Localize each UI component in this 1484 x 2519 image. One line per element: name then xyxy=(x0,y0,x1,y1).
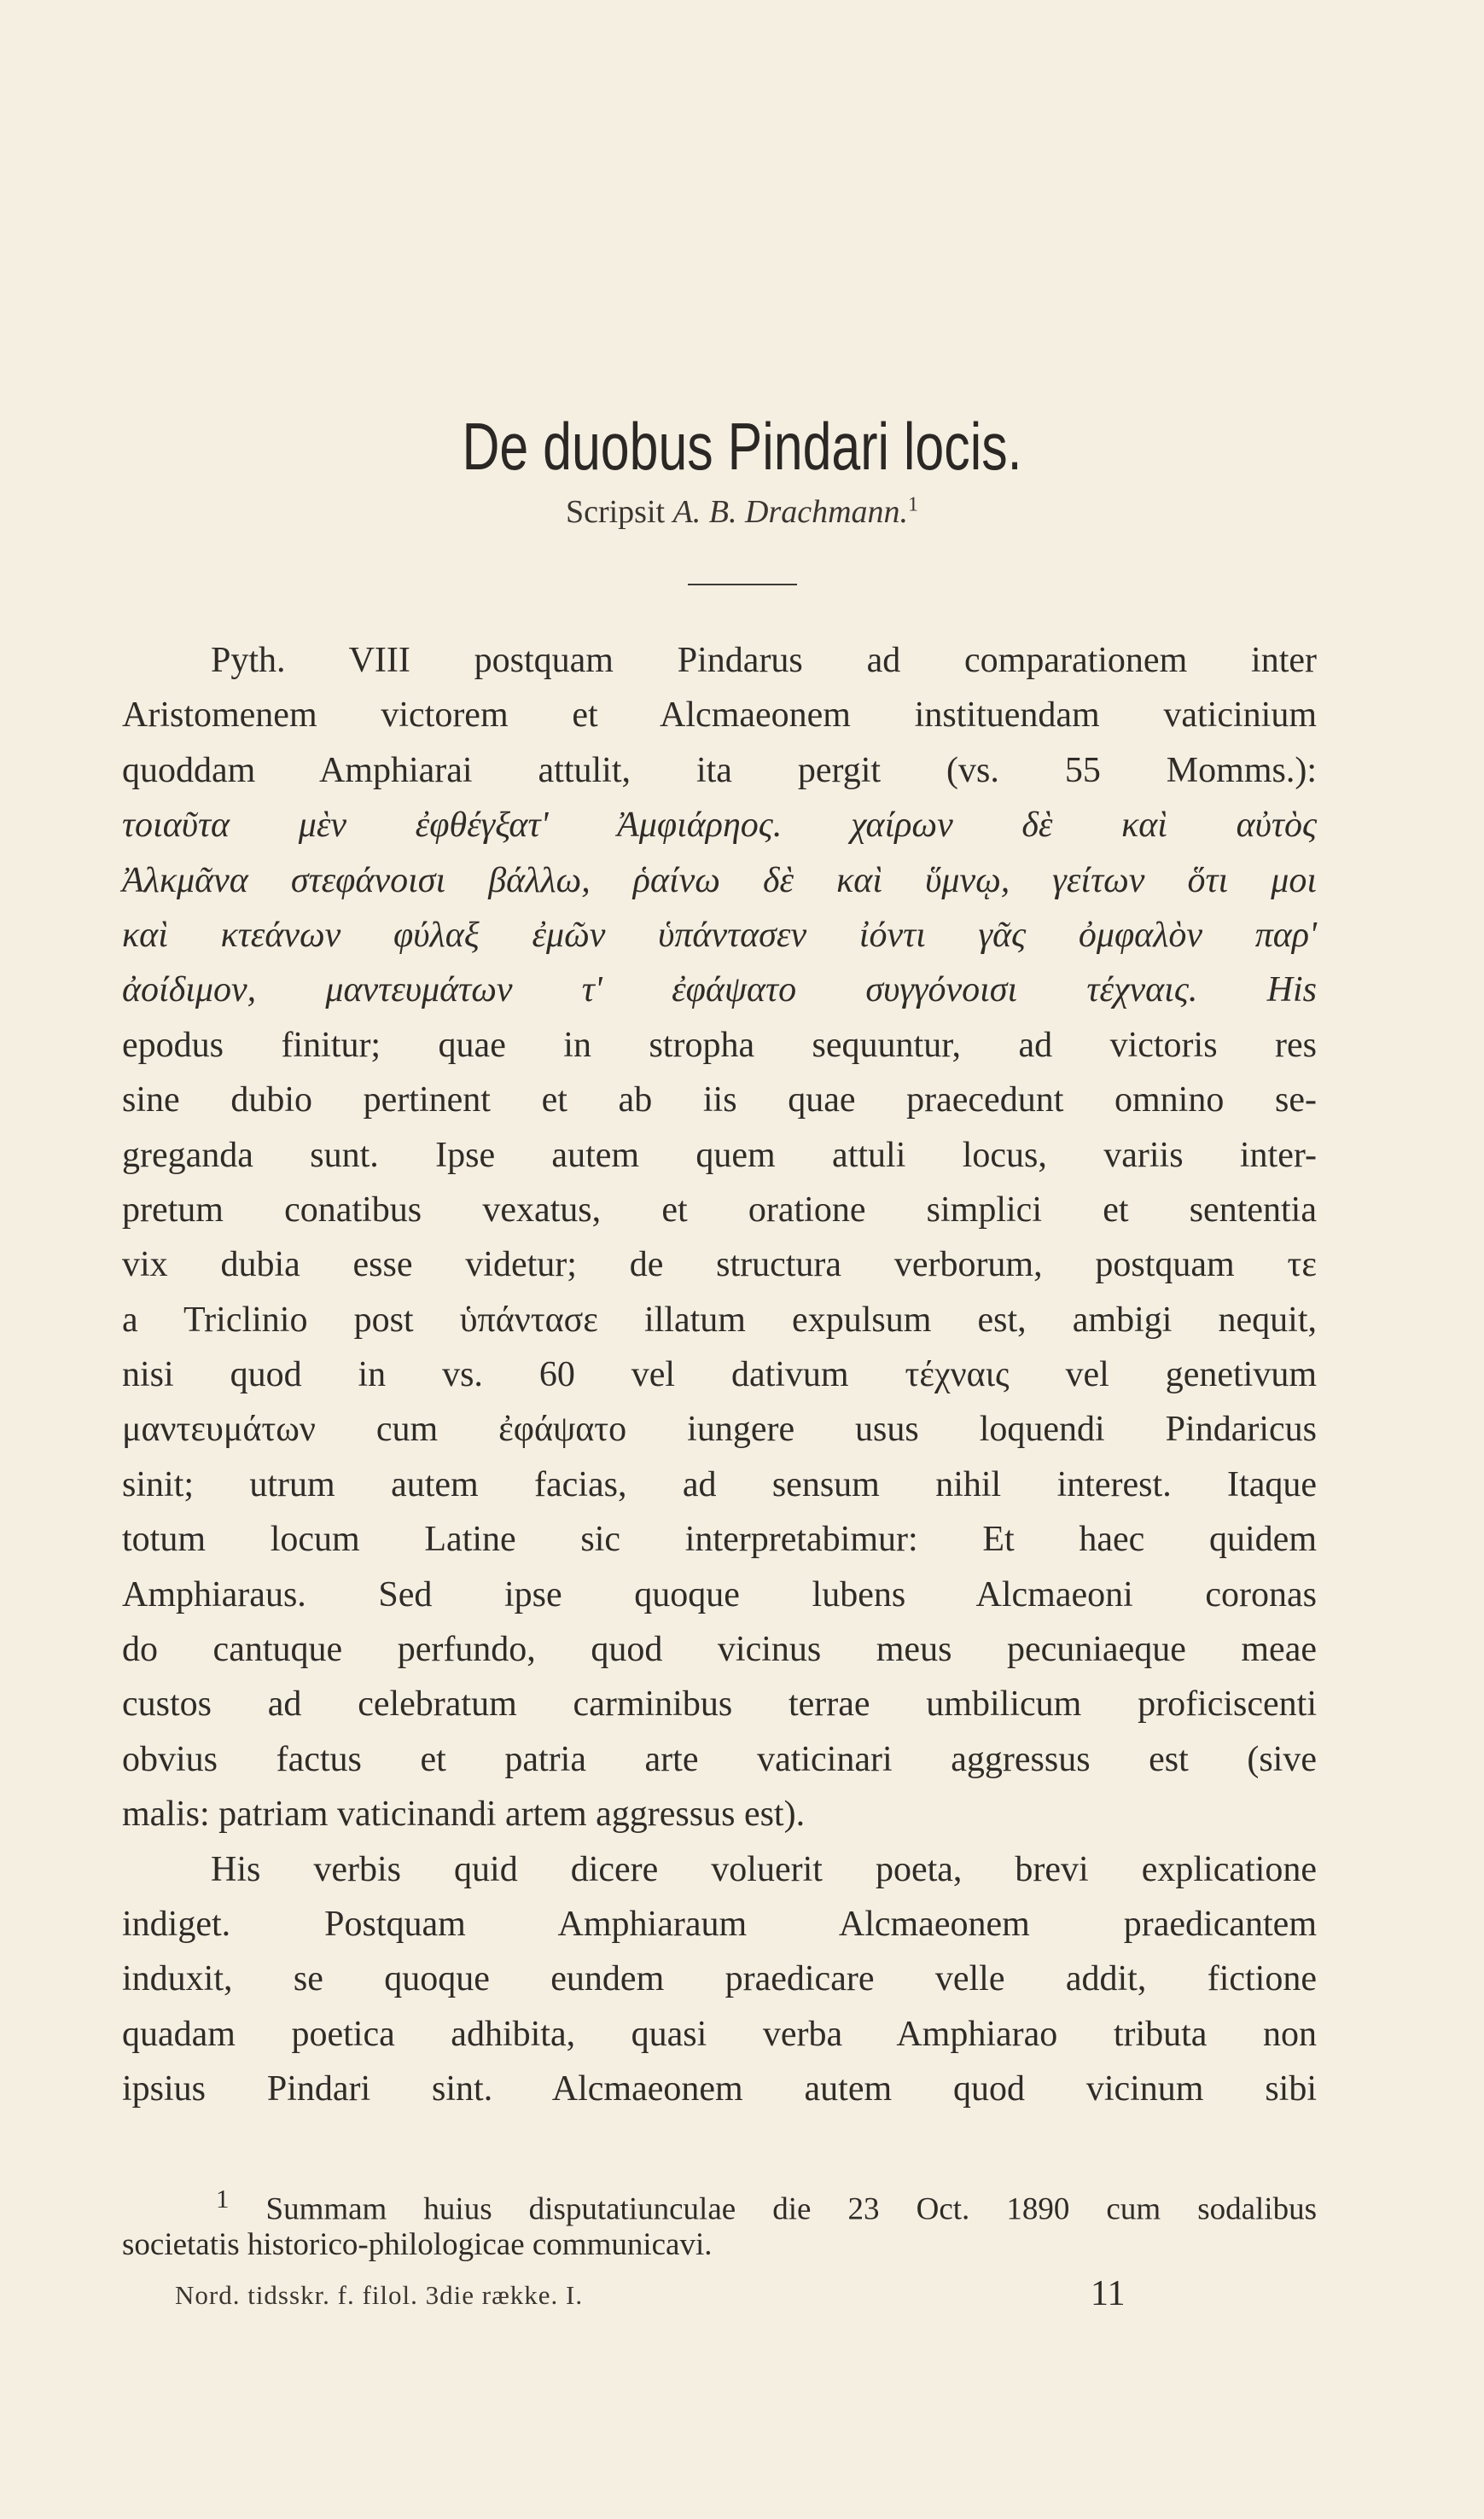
journal-signature: Nord. tidsskr. f. filol. 3die række. I. xyxy=(175,2280,584,2310)
text-line: indiget. Postquam Amphiaraum Alcmaeonem praedicantem xyxy=(122,1904,1317,1944)
text-line: μαντευμάτων cum ἐφάψατο iungere usus loquendi Pindaricus xyxy=(122,1410,1317,1450)
greek-quote-line: Ἀλκμᾶνα στεφάνοισι βάλλω, ῥαίνω δὲ καὶ ὕμνῳ, γείτων ὅτι μοι xyxy=(122,860,1317,900)
footnote-mark: 1 xyxy=(216,2184,230,2214)
text-line: induxit, se quoque eundem praedicare velle addit, fictione xyxy=(122,1959,1317,1999)
footnote-line: societatis historico-philologicae communicavi. xyxy=(122,2227,713,2262)
text-line: Pyth. VIII postquam Pindarus ad comparationem inter xyxy=(211,641,1317,680)
text-line: nisi quod in vs. 60 vel dativum τέχναις vel genetivum xyxy=(122,1355,1317,1395)
author-name: A. B. Drachmann. xyxy=(672,494,909,530)
text-line: sinit; utrum autem facias, ad sensum nihil interest. Itaque xyxy=(122,1464,1317,1504)
title-divider xyxy=(688,584,797,585)
text-line: malis: patriam vaticinandi artem aggressus est). xyxy=(122,1795,806,1835)
text-line: Amphiaraus. Sed ipse quoque lubens Alcmaeoni coronas xyxy=(122,1574,1317,1614)
text-line: custos ad celebratum carminibus terrae umbilicum proficiscenti xyxy=(122,1684,1317,1725)
text-line: vix dubia esse videtur; de structura verborum, postquam τε xyxy=(122,1245,1317,1285)
text-line: His verbis quid dicere voluerit poeta, brevi explicatione xyxy=(211,1849,1317,1889)
footnote-marker: 1 xyxy=(908,493,919,516)
byline-prefix: Scripsit xyxy=(565,494,666,530)
text-line: quadam poetica adhibita, quasi verba Amphiarao tributa non xyxy=(122,2014,1317,2054)
greek-quote-line: τοιαῦτα μὲν ἐφθέγξατ' Ἀμφιάρηος. χαίρων δὲ καὶ αὐτὸς xyxy=(122,806,1317,846)
page-number: 11 xyxy=(1091,2274,1126,2313)
text-line: pretum conatibus vexatus, et oratione simplici et sententia xyxy=(122,1190,1317,1230)
article-title: De duobus Pindari locis. xyxy=(462,409,1022,484)
text-line: ipsius Pindari sint. Alcmaeonem autem quod vicinum sibi xyxy=(122,2069,1317,2109)
text-line: a Triclinio post ὑπάντασε illatum expulsum est, ambigi nequit, xyxy=(122,1300,1317,1340)
footnote-line xyxy=(122,2176,1317,2227)
footnote xyxy=(122,2176,1317,2268)
byline xyxy=(0,493,1484,531)
body-text xyxy=(122,633,1317,2117)
text-line: greganda sunt. Ipse autem quem attuli locus, variis inter- xyxy=(122,1135,1317,1175)
footnote-text: Summam huius disputatiunculae die 23 Oct. 1890 cum sodalibus xyxy=(265,2191,1317,2227)
greek-quote-line: καὶ κτεάνων φύλαξ ἐμῶν ὑπάντασεν ἰόντι γᾶς ὀμφαλὸν παρ' xyxy=(122,915,1317,955)
text-line: epodus finitur; quae in stropha sequuntur, ad victoris res xyxy=(122,1025,1317,1065)
text-line: Aristomenem victorem et Alcmaeonem instituendam vaticinium xyxy=(122,695,1317,736)
greek-quote-line: ἀοίδιμον, μαντευμάτων τ' ἐφάψατο συγγόνοισι τέχναις. His xyxy=(122,970,1317,1010)
text-line: quoddam Amphiarai attulit, ita pergit (vs. 55 Momms.): xyxy=(122,750,1317,790)
text-line: totum locum Latine sic interpretabimur: Et haec quidem xyxy=(122,1520,1317,1560)
text-line: do cantuque perfundo, quod vicinus meus pecuniaeque meae xyxy=(122,1630,1317,1670)
text-line: sine dubio pertinent et ab iis quae praecedunt omnino se- xyxy=(122,1080,1317,1120)
text-line: obvius factus et patria arte vaticinari aggressus est (sive xyxy=(122,1739,1317,1779)
